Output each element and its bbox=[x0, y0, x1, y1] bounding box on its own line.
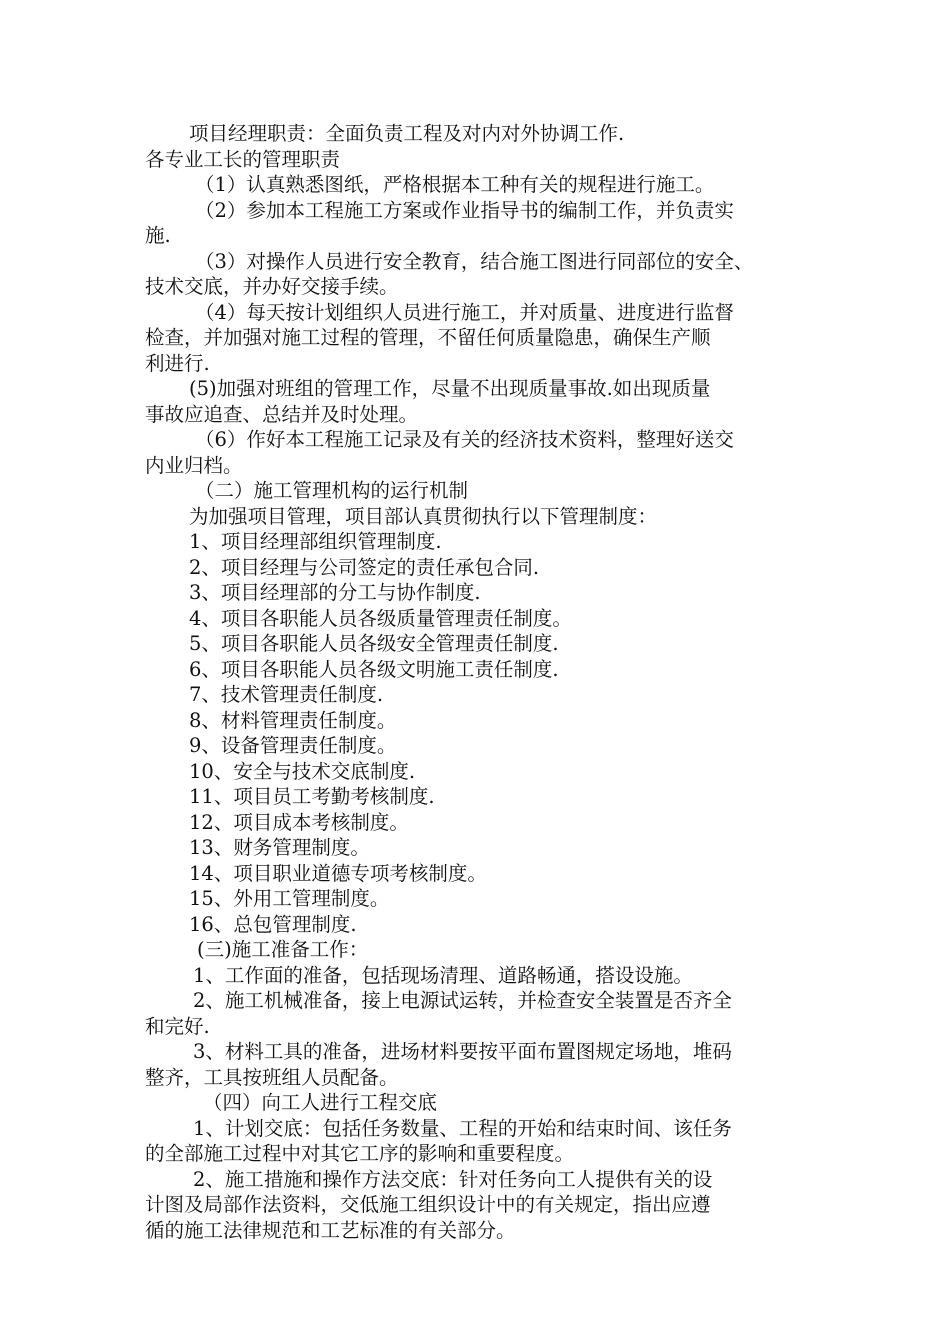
list-item: 9、设备管理责任制度。 bbox=[189, 734, 397, 757]
list-item: 11、项目员工考勤考核制度. bbox=[189, 785, 435, 808]
text-line: 利进行. bbox=[145, 351, 210, 375]
text-line: 1、计划交底：包括任务数量、工程的开始和结束时间、该任务 bbox=[193, 1116, 732, 1140]
text-line: （6）作好本工程施工记录及有关的经济技术资料，整理好送交 bbox=[195, 428, 734, 451]
text-line: 事故应追查、总结并及时处理。 bbox=[145, 402, 419, 426]
text-line: 整齐，工具按班组人员配备。 bbox=[145, 1065, 399, 1089]
text-line: (5)加强对班组的管理工作，尽量不出现质量事故.如出现质量 bbox=[189, 377, 711, 400]
text-line: 的全部施工过程中对其它工序的影响和重要程度。 bbox=[145, 1142, 575, 1165]
section-heading: （四）向工人进行工程交底 bbox=[203, 1091, 438, 1114]
list-item: 6、项目各职能人员各级文明施工责任制度. bbox=[189, 657, 559, 681]
text-line: 1、工作面的准备，包括现场清理、道路畅通，搭设设施。 bbox=[193, 963, 693, 987]
section-heading: （二）施工管理机构的运行机制 bbox=[195, 479, 469, 502]
text-line: 技术交底，并办好交接手续。 bbox=[145, 275, 399, 298]
text-line: （1）认真熟悉图纸，严格根据本工种有关的规程进行施工。 bbox=[195, 173, 715, 196]
list-item: 2、项目经理与公司签定的责任承包合同. bbox=[189, 555, 540, 579]
list-item: 14、项目职业道德专项考核制度。 bbox=[189, 861, 487, 885]
list-item: 8、材料管理责任制度。 bbox=[189, 708, 397, 732]
list-item: 4、项目各职能人员各级质量管理责任制度。 bbox=[189, 606, 572, 630]
document-body bbox=[145, 121, 810, 1243]
list-item: 16、总包管理制度. bbox=[189, 912, 357, 936]
text-line: 计图及局部作法资料，交低施工组织设计中的有关规定，指出应遵 bbox=[145, 1193, 711, 1216]
list-item: 7、技术管理责任制度. bbox=[189, 683, 384, 706]
text-line: （4）每天按计划组织人员进行施工，并对质量、进度进行监督 bbox=[195, 300, 734, 324]
list-item: 13、财务管理制度。 bbox=[189, 836, 370, 859]
list-item: 15、外用工管理制度。 bbox=[189, 887, 390, 910]
section-heading: 各专业工长的管理职责 bbox=[145, 147, 341, 171]
section-heading: (三)施工准备工作： bbox=[197, 938, 369, 961]
text-line: 项目经理职责：全面负责工程及对内对外协调工作. bbox=[189, 122, 625, 145]
text-line: 2、施工机械准备，接上电源试运转，并检查安全装置是否齐全 bbox=[193, 989, 732, 1012]
text-line: 内业归档。 bbox=[145, 453, 243, 477]
text-line: 检查，并加强对施工过程的管理，不留任何质量隐患，确保生产顺 bbox=[145, 326, 711, 349]
text-line: 循的施工法律规范和工艺标准的有关部分。 bbox=[145, 1218, 516, 1242]
text-line: 施. bbox=[145, 224, 171, 247]
text-line: 和完好. bbox=[145, 1014, 210, 1038]
text-line: 为加强项目管理，项目部认真贯彻执行以下管理制度： bbox=[189, 504, 658, 528]
text-line: （2）参加本工程施工方案或作业指导书的编制工作，并负责实 bbox=[195, 198, 734, 222]
text-line: 2、施工措施和操作方法交底：针对任务向工人提供有关的设 bbox=[193, 1167, 713, 1191]
list-item: 3、项目经理部的分工与协作制度. bbox=[189, 581, 481, 604]
list-item: 1、项目经理部组织管理制度. bbox=[189, 530, 442, 553]
list-item: 10、安全与技术交底制度. bbox=[189, 759, 416, 783]
list-item: 5、项目各职能人员各级安全管理责任制度. bbox=[189, 632, 559, 655]
text-line: （3）对操作人员进行安全教育，结合施工图进行同部位的安全、 bbox=[195, 249, 754, 273]
text-line: 3、材料工具的准备，进场材料要按平面布置图规定场地，堆码 bbox=[193, 1040, 732, 1063]
list-item: 12、项目成本考核制度。 bbox=[189, 810, 409, 834]
